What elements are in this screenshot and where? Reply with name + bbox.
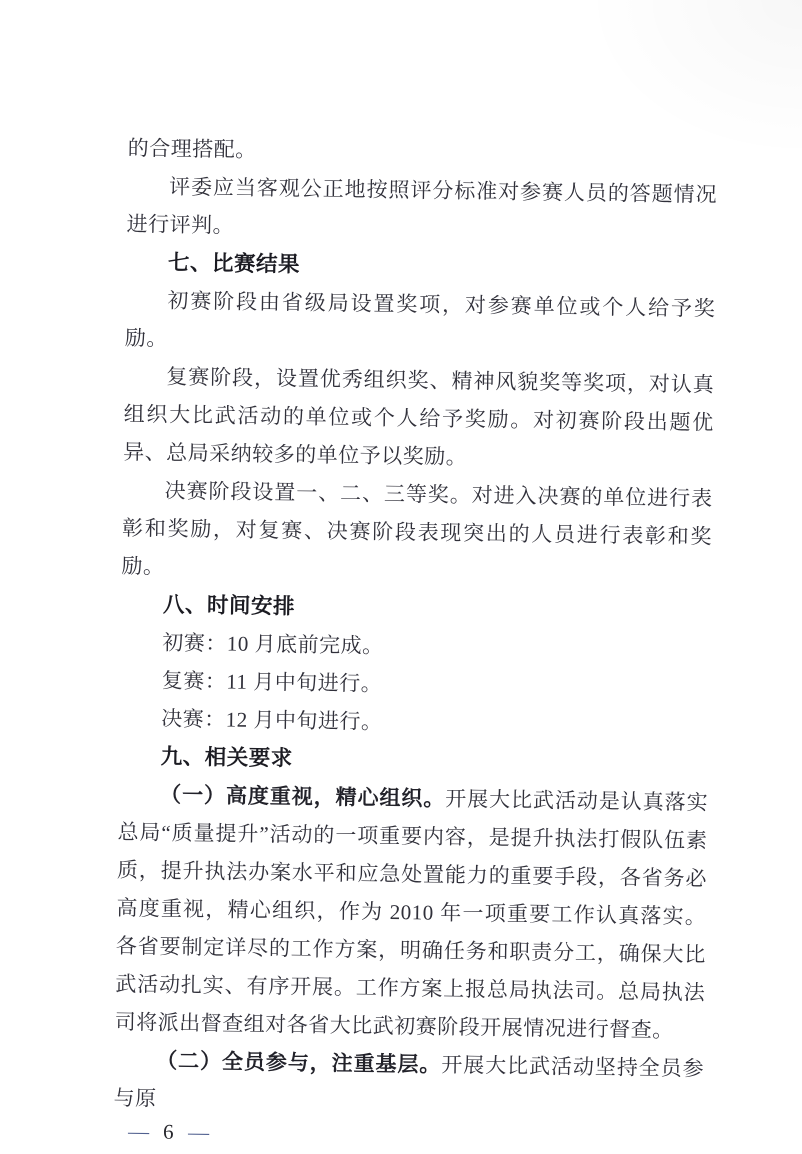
requirement-2-lead: （二）全员参与，注重基层。 <box>156 1048 442 1077</box>
heading-related-requirements: 九、相关要求 <box>160 744 293 771</box>
page-number-left-dash: — <box>127 1119 150 1144</box>
heading-competition-results: 七、比赛结果 <box>167 250 301 277</box>
schedule-line-preliminary: 初赛：10 月底前完成。 <box>162 630 384 658</box>
heading-time-schedule: 八、时间安排 <box>162 592 296 619</box>
requirement-1-lead: （一）高度重视，精心组织。 <box>159 782 446 811</box>
preliminary-round-paragraph: 初赛阶段由省级局设置奖项，对参赛单位或个人给予奖励。 <box>124 288 716 351</box>
schedule-line-semifinal: 复赛：11 月中旬进行。 <box>161 668 383 696</box>
requirement-2-body: 开展大比武活动坚持全员参与原 <box>113 1052 705 1111</box>
judges-paragraph: 评委应当客观公正地按照评分标准对参赛人员的答题情况进行评判。 <box>126 174 718 238</box>
page-number-right-dash: — <box>187 1120 210 1145</box>
page-number-value: 6 <box>162 1119 175 1144</box>
final-round-paragraph: 决赛阶段设置一、二、三等奖。对进入决赛的单位进行表彰和奖励，对复赛、决赛阶段表现突出的人员进行表彰和奖励。 <box>121 478 713 579</box>
requirement-1-body: 开展大比武活动是认真落实总局“质量提升”活动的一项重要内容，是提升执法打假队伍素质，提升执法办案水平和应急处置能力的重要手段，各省务必高度重视，精心组织，作为 2010 年一项重要工作认真落实。各省要制定详尽的工作方案，明确任务和职责分工，确保大比武活动扎实、有序开展。工作方案上报总局执法司。总局执法司将派出督查组对各省大比武初赛阶段开展情况进行督查。 <box>114 786 709 1043</box>
schedule-line-final: 决赛：12 月中旬进行。 <box>161 706 383 734</box>
requirement-1-paragraph <box>114 775 708 1050</box>
semifinal-round-paragraph: 复赛阶段，设置优秀组织奖、精神风貌奖等奖项，对认真组织大比武活动的单位或个人给予奖励。对初赛阶段出题优异、总局采纳较多的单位予以奖励。 <box>123 364 715 470</box>
requirement-2-paragraph <box>113 1041 704 1126</box>
carryover-line: 的合理搭配。 <box>127 135 257 162</box>
document-text-block <box>113 129 718 1154</box>
